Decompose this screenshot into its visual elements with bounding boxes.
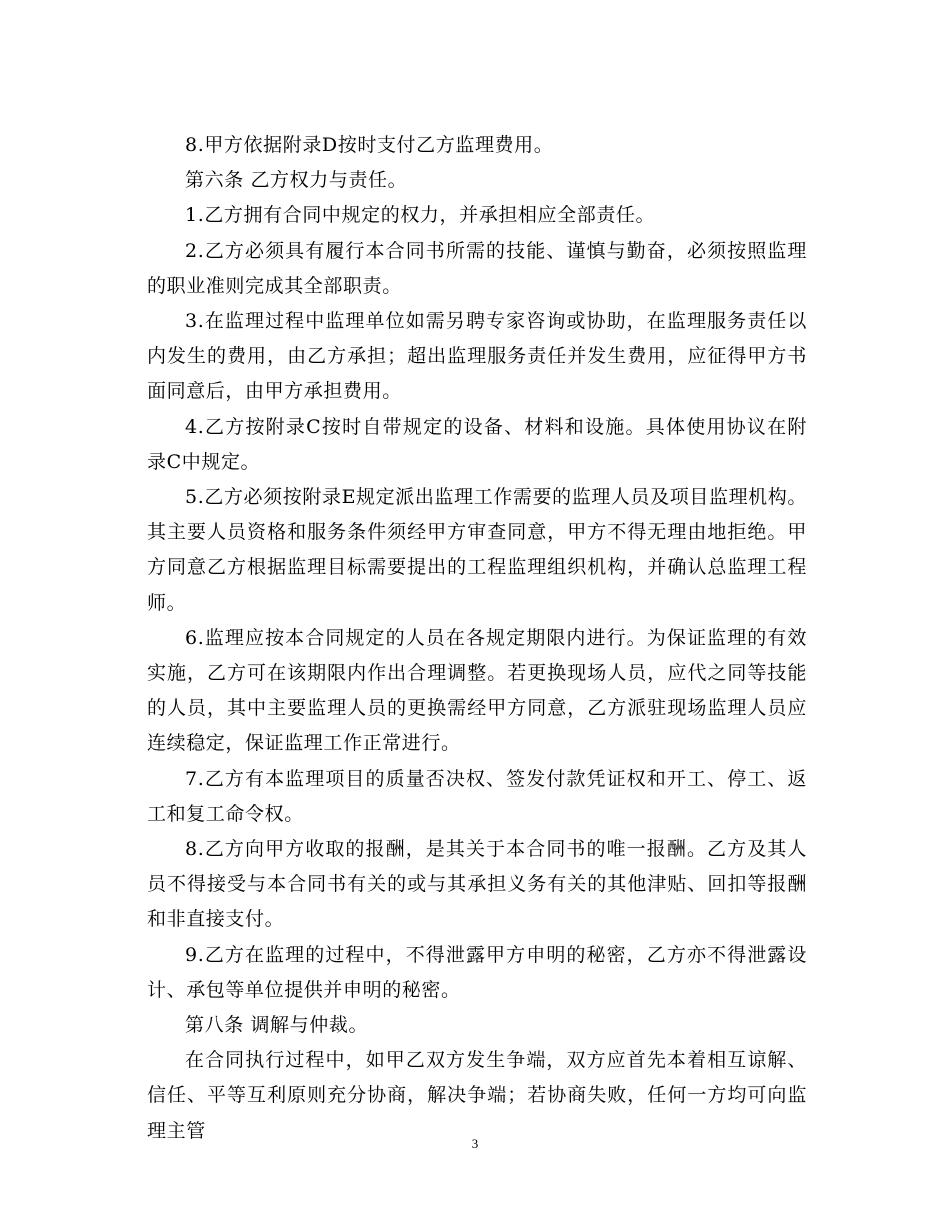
page-number: 3 [471, 1136, 479, 1151]
heading-article-8: 第八条 调解与仲裁。 [185, 1014, 369, 1037]
paragraph-item-6: 6.监理应按本合同规定的人员在各规定期限内进行。为保证监理的有效实施，乙方可在该期限内作出合理调整。若更换现场人员，应代之同等技能的人员，其中主要监理人员的更换需经甲方同意，乙方派驻现场监理人员应连续稳定，保证监理工作正常进行。 [147, 626, 807, 755]
paragraph-item-3: 3.在监理过程中监理单位如需另聘专家咨询或协助，在监理服务责任以内发生的费用，由乙方承担；超出监理服务责任并发生费用，应征得甲方书面同意后，由甲方承担费用。 [147, 310, 807, 403]
paragraph-dispute-resolution: 在合同执行过程中，如甲乙双方发生争端，双方应首先本着相互谅解、信任、平等互利原则充分协商，解决争端；若协商失败，任何一方均可向监理主管 [147, 1049, 807, 1142]
paragraph-item-5: 5.乙方必须按附录E规定派出监理工作需要的监理人员及项目监理机构。其主要人员资格和服务条件须经甲方审查同意，甲方不得无理由地拒绝。甲方同意乙方根据监理目标需要提出的工程监理组织机构，并确认总监理工程师。 [147, 486, 807, 614]
paragraph-item-8: 8.乙方向甲方收取的报酬，是其关于本合同书的唯一报酬。乙方及其人员不得接受与本合同书有关的或与其承担义务有关的其他津贴、回扣等报酬和非直接支付。 [147, 838, 807, 931]
heading-article-6: 第六条 乙方权力与责任。 [185, 169, 408, 192]
paragraph-item-1: 1.乙方拥有合同中规定的权力，并承担相应全部责任。 [185, 204, 656, 227]
paragraph-fee-payment: 8.甲方依据附录D按时支付乙方监理费用。 [185, 134, 554, 156]
paragraph-item-7: 7.乙方有本监理项目的质量否决权、签发付款凭证权和开工、停工、返工和复工命令权。 [147, 767, 807, 825]
paragraph-item-4: 4.乙方按附录C按时自带规定的设备、材料和设施。具体使用协议在附录C中规定。 [147, 415, 807, 473]
paragraph-item-9: 9.乙方在监理的过程中，不得泄露甲方申明的秘密，乙方亦不得泄露设计、承包等单位提供并申明的秘密。 [147, 943, 807, 1001]
paragraph-item-2: 2.乙方必须具有履行本合同书所需的技能、谨慎与勤奋，必须按照监理的职业准则完成其全部职责。 [147, 239, 807, 297]
document-body [147, 128, 807, 1149]
